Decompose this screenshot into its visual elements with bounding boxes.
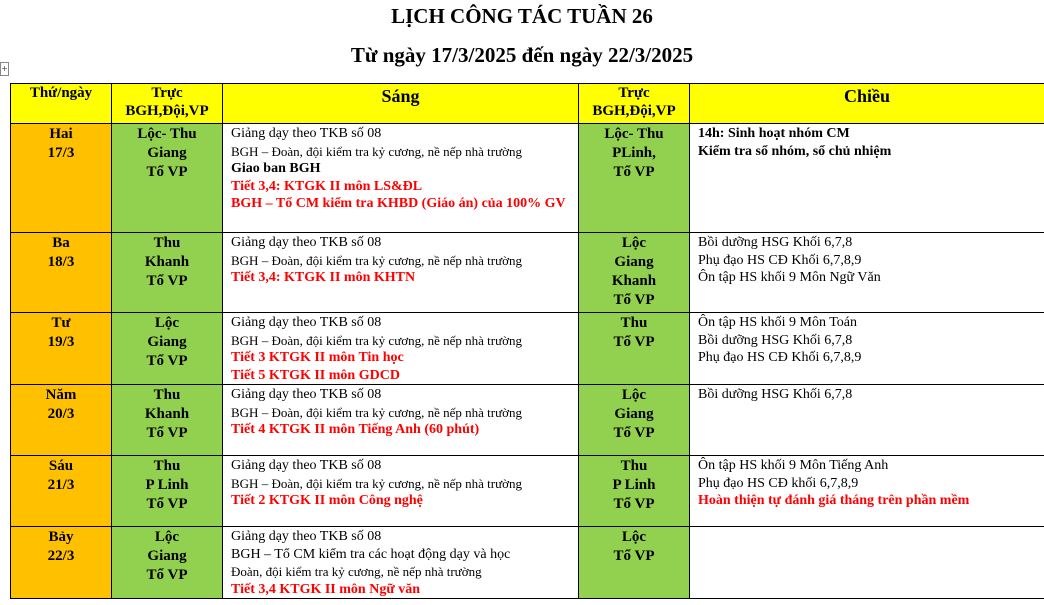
header-duty-afternoon: Trực BGH,Đội,VP bbox=[579, 84, 690, 124]
day-cell-line: 19/3 bbox=[47, 334, 75, 350]
duty-afternoon-cell bbox=[579, 124, 690, 233]
activity-item: Tiết 2 KTGK II môn Công nghệ bbox=[231, 493, 423, 508]
day-cell-line: 17/3 bbox=[47, 145, 75, 161]
activity-item: Bồi dưỡng HSG Khối 6,7,8 bbox=[698, 387, 853, 402]
duty-afternoon-cell-line: Giang bbox=[614, 254, 654, 270]
duty-afternoon-cell-line: Lộc- Thu bbox=[604, 126, 664, 142]
duty-afternoon-cell-line: Lộc bbox=[621, 529, 647, 545]
afternoon-cell bbox=[690, 233, 1044, 313]
duty-afternoon-cell bbox=[579, 456, 690, 527]
duty-afternoon-cell-line: Tổ VP bbox=[613, 292, 655, 308]
duty-morning-cell-line: Tổ VP bbox=[146, 425, 188, 441]
day-cell bbox=[11, 385, 112, 456]
day-cell-line: Ba bbox=[52, 235, 70, 251]
morning-cell bbox=[223, 527, 579, 599]
duty-afternoon-cell-line: Tổ VP bbox=[613, 496, 655, 512]
header-morning: Sáng bbox=[223, 84, 579, 124]
activity-item: Bồi dưỡng HSG Khối 6,7,8 bbox=[698, 332, 853, 348]
duty-morning-cell-line: Tổ VP bbox=[146, 496, 188, 512]
activity-item: BGH – Đoàn, đội kiểm tra kỷ cương, nề nếp nhà trường bbox=[231, 404, 523, 420]
activity-item: Bồi dưỡng HSG Khối 6,7,8 bbox=[698, 235, 853, 250]
table-row bbox=[11, 124, 1044, 233]
day-cell-line: 18/3 bbox=[47, 254, 75, 270]
duty-morning-cell-line: Khanh bbox=[144, 254, 190, 270]
duty-afternoon-cell bbox=[579, 527, 690, 599]
duty-morning-cell-line: Tổ VP bbox=[146, 567, 188, 583]
activity-item: Phụ đạo HS CĐ khối 6,7,8,9 bbox=[698, 475, 859, 491]
duty-morning-cell-line: Tổ VP bbox=[146, 164, 188, 180]
activity-item: Giao ban BGH bbox=[231, 161, 321, 176]
duty-morning-cell bbox=[112, 313, 223, 385]
duty-afternoon-cell-line: Tổ VP bbox=[613, 548, 655, 564]
duty-afternoon-cell-line: Lộc bbox=[621, 235, 647, 251]
morning-cell bbox=[223, 385, 579, 456]
header-afternoon: Chiều bbox=[690, 84, 1044, 124]
duty-afternoon-cell-line: Khanh bbox=[611, 273, 657, 289]
duty-afternoon-cell-line: Thu bbox=[620, 315, 648, 331]
day-cell bbox=[11, 124, 112, 233]
day-cell bbox=[11, 313, 112, 385]
activity-item: BGH – Đoàn, đội kiểm tra kỷ cương, nề nếp nhà trường bbox=[231, 252, 523, 268]
duty-morning-cell-line: Lộc- Thu bbox=[137, 126, 197, 142]
duty-afternoon-cell-line: Tổ VP bbox=[613, 334, 655, 350]
activity-item: Giảng dạy theo TKB số 08 bbox=[231, 235, 382, 250]
duty-afternoon-cell-line: P Linh bbox=[612, 477, 656, 493]
activity-item: Phụ đạo HS CĐ Khối 6,7,8,9 bbox=[698, 252, 862, 268]
duty-morning-cell-line: Khanh bbox=[144, 406, 190, 422]
activity-item: Tiết 4 KTGK II môn Tiếng Anh (60 phút) bbox=[231, 422, 480, 437]
activity-item: Giảng dạy theo TKB số 08 bbox=[231, 315, 382, 330]
duty-morning-cell-line: Giang bbox=[147, 548, 187, 564]
table-row bbox=[11, 233, 1044, 313]
table-row bbox=[11, 456, 1044, 527]
duty-afternoon-cell-line: Lộc bbox=[621, 387, 647, 403]
activity-item: BGH – Tổ CM kiểm tra các hoạt động dạy và học bbox=[231, 546, 511, 562]
activity-item: Tiết 3,4 KTGK II môn Ngữ văn bbox=[231, 581, 420, 597]
activity-item: Tiết 3,4: KTGK II môn LS&ĐL bbox=[231, 178, 423, 194]
header-row bbox=[11, 84, 1044, 124]
activity-item: Phụ đạo HS CĐ Khối 6,7,8,9 bbox=[698, 350, 862, 365]
activity-item: Tiết 3 KTGK II môn Tin học bbox=[231, 350, 404, 365]
day-cell-line: Bảy bbox=[48, 529, 74, 545]
header-duty-morning: Trực BGH,Đội,VP bbox=[112, 84, 223, 124]
table-row bbox=[11, 385, 1044, 456]
duty-afternoon-cell-line: Tổ VP bbox=[613, 164, 655, 180]
header-day: Thứ/ngày bbox=[11, 84, 112, 124]
duty-afternoon-cell-line: Tổ VP bbox=[613, 425, 655, 441]
duty-morning-cell-line: Giang bbox=[147, 145, 187, 161]
day-cell-line: Tư bbox=[51, 315, 71, 331]
duty-morning-cell-line: Tổ VP bbox=[146, 273, 188, 289]
activity-item: Tiết 5 KTGK II môn GDCD bbox=[231, 367, 400, 383]
duty-afternoon-cell bbox=[579, 313, 690, 385]
page-title: LỊCH CÔNG TÁC TUẦN 26 bbox=[391, 4, 653, 28]
duty-morning-cell bbox=[112, 124, 223, 233]
activity-item: Ôn tập HS khối 9 Môn Tiếng Anh bbox=[698, 458, 889, 473]
duty-morning-cell-line: Lộc bbox=[154, 315, 180, 331]
activity-item: Giảng dạy theo TKB số 08 bbox=[231, 387, 382, 402]
activity-item: Giảng dạy theo TKB số 08 bbox=[231, 126, 382, 141]
duty-morning-cell-line: Lộc bbox=[154, 529, 180, 545]
activity-item: BGH – Đoàn, đội kiểm tra kỷ cương, nề nếp nhà trường bbox=[231, 475, 523, 491]
morning-cell bbox=[223, 456, 579, 527]
activity-item: Hoàn thiện tự đánh giá tháng trên phần mềm bbox=[698, 493, 970, 508]
duty-morning-cell bbox=[112, 456, 223, 527]
activity-item: Đoàn, đội kiểm tra kỷ cương, nề nếp nhà trường bbox=[231, 564, 482, 579]
duty-afternoon-cell bbox=[579, 385, 690, 456]
activity-item: Ôn tập HS khối 9 Môn Ngữ Văn bbox=[698, 270, 881, 285]
day-cell bbox=[11, 456, 112, 527]
day-cell-line: Sáu bbox=[48, 458, 74, 474]
afternoon-cell bbox=[690, 385, 1044, 456]
table-row bbox=[11, 527, 1044, 599]
duty-morning-cell-line: Giang bbox=[147, 334, 187, 350]
morning-cell bbox=[223, 313, 579, 385]
morning-cell bbox=[223, 124, 579, 233]
day-cell bbox=[11, 233, 112, 313]
afternoon-cell bbox=[690, 313, 1044, 385]
day-cell-line: Năm bbox=[45, 387, 77, 403]
activity-item: Kiểm tra sổ nhóm, sổ chủ nhiệm bbox=[698, 143, 892, 159]
page-subtitle: Từ ngày 17/3/2025 đến ngày 22/3/2025 bbox=[350, 43, 694, 67]
afternoon-cell bbox=[690, 527, 1044, 599]
day-cell-line: Hai bbox=[49, 126, 73, 142]
day-cell-line: 22/3 bbox=[47, 548, 75, 564]
activity-item: Ôn tập HS khối 9 Môn Toán bbox=[698, 315, 857, 330]
activity-item: 14h: Sinh hoạt nhóm CM bbox=[698, 126, 850, 141]
duty-morning-cell-line: Thu bbox=[153, 235, 181, 251]
duty-afternoon-cell bbox=[579, 233, 690, 313]
day-cell-line: 20/3 bbox=[47, 406, 75, 422]
duty-morning-cell-line: Thu bbox=[153, 387, 181, 403]
activity-item: Tiết 3,4: KTGK II môn KHTN bbox=[231, 270, 416, 285]
duty-morning-cell-line: P Linh bbox=[145, 477, 189, 493]
activity-item: Giảng dạy theo TKB số 08 bbox=[231, 458, 382, 473]
afternoon-cell bbox=[690, 124, 1044, 233]
activity-item: BGH – Đoàn, đội kiểm tra kỷ cương, nề nếp nhà trường bbox=[231, 143, 523, 159]
day-cell bbox=[11, 527, 112, 599]
activity-item: Giảng dạy theo TKB số 08 bbox=[231, 529, 382, 544]
duty-morning-cell-line: Tổ VP bbox=[146, 353, 188, 369]
duty-morning-cell-line: Thu bbox=[153, 458, 181, 474]
activity-item: BGH – Đoàn, đội kiểm tra kỷ cương, nề nếp nhà trường bbox=[231, 332, 523, 348]
duty-afternoon-cell-line: Thu bbox=[620, 458, 648, 474]
table-move-handle-icon[interactable]: + bbox=[0, 62, 9, 76]
morning-cell bbox=[223, 233, 579, 313]
duty-morning-cell bbox=[112, 385, 223, 456]
afternoon-cell bbox=[690, 456, 1044, 527]
table-row bbox=[11, 313, 1044, 385]
day-cell-line: 21/3 bbox=[47, 477, 75, 493]
schedule-table bbox=[10, 83, 1044, 599]
duty-afternoon-cell-line: Giang bbox=[614, 406, 654, 422]
duty-morning-cell bbox=[112, 233, 223, 313]
duty-afternoon-cell-line: PLinh, bbox=[612, 145, 656, 161]
duty-morning-cell bbox=[112, 527, 223, 599]
activity-item: BGH – Tổ CM kiểm tra KHBD (Giáo án) của 100% GV bbox=[231, 196, 566, 211]
